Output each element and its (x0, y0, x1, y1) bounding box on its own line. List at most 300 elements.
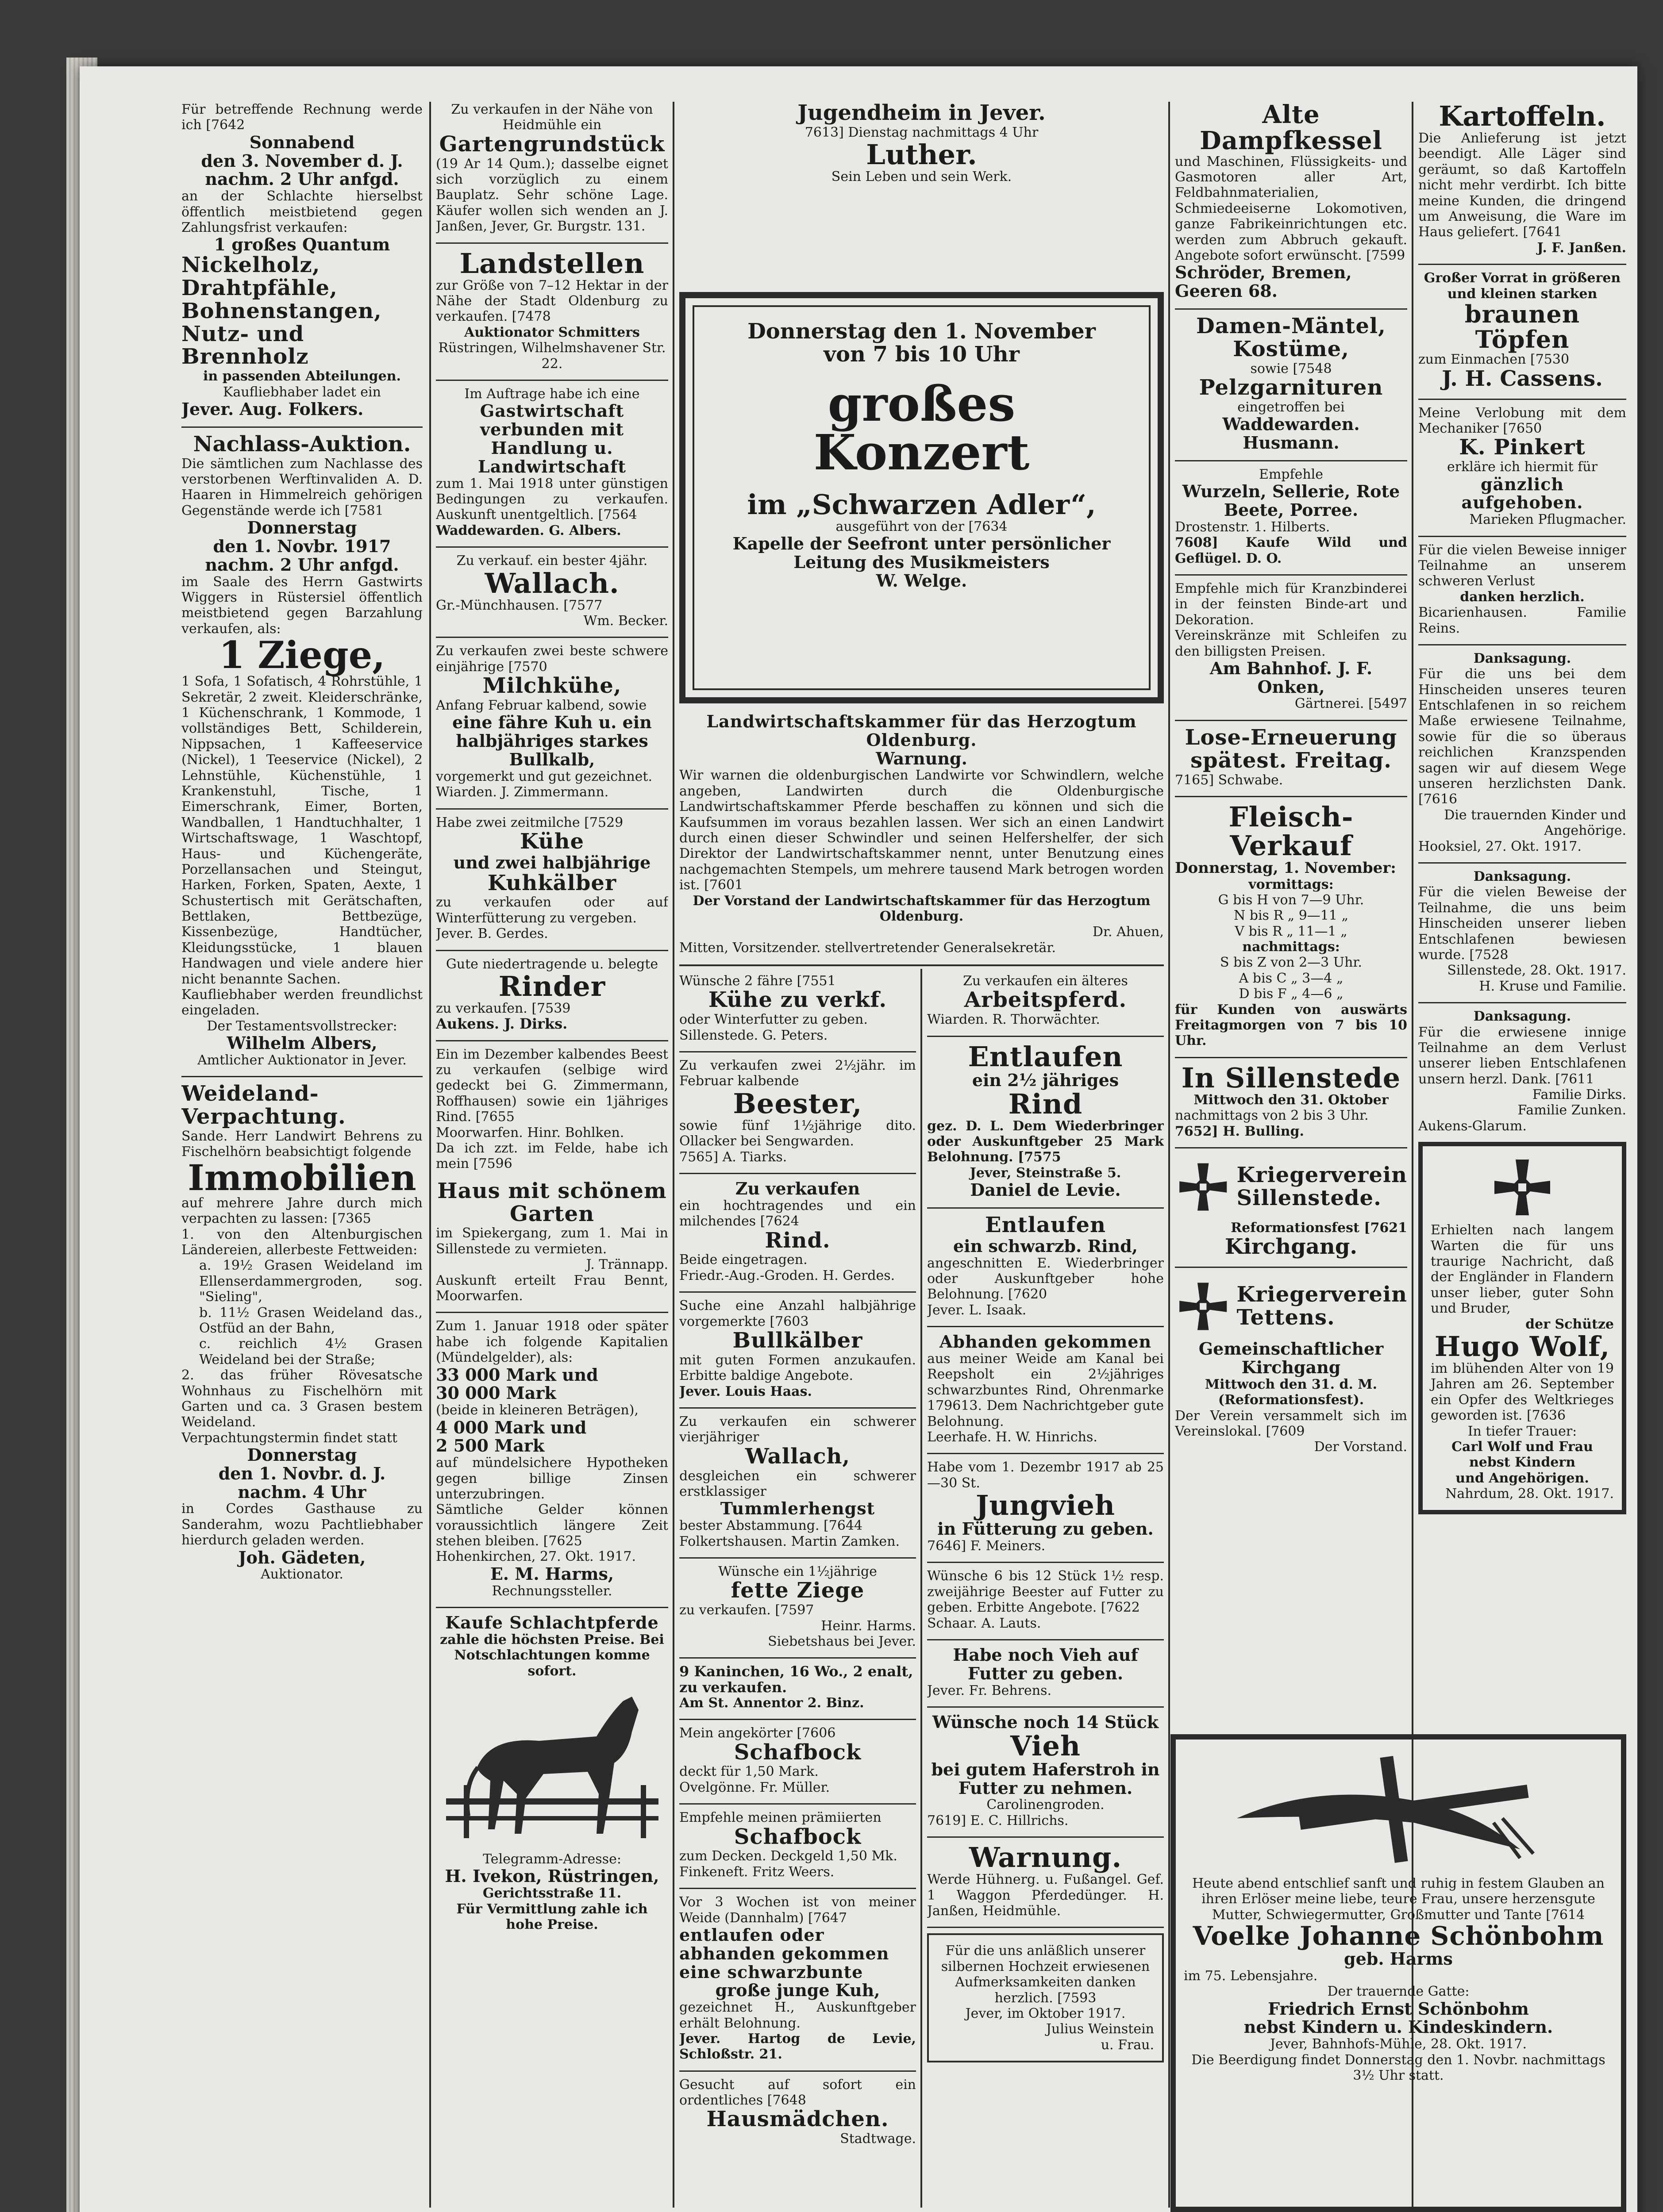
ad-signature: 7565] A. Tiarks. (679, 1149, 787, 1165)
ad-heading: den 3. November d. J. (201, 150, 403, 171)
ad-vieh-futter (927, 1646, 1164, 1698)
ad-heading: 30 000 Mark (436, 1383, 556, 1403)
ad-rind (679, 1179, 916, 1283)
ad-title: Haus mit schönem Garten (437, 1178, 667, 1226)
ad-text: Rechnungssteller. (492, 1583, 612, 1599)
obit-signature: Friedrich Ernst Schönbohm (1268, 1998, 1529, 2019)
ad-text: Da ich zzt. im Felde, habe ich mein [7596 (436, 1141, 668, 1172)
ad-title: Nachlass-Auktion. (193, 431, 411, 457)
column-rule (1168, 102, 1170, 2208)
ad-haus (436, 1180, 668, 1304)
ad-signature: Schröder, Bremen, Geeren 68. (1175, 262, 1352, 301)
ad-text: G bis H von 7—9 Uhr. (1218, 892, 1364, 908)
ad-title: Kühe zu verkf. (708, 987, 887, 1013)
ad-text: zum Decken. Deckgeld 1,50 Mk. (679, 1848, 897, 1864)
ad-gartengrundstueck (436, 102, 668, 234)
ad-beester (679, 1058, 916, 1165)
ad-title: K. Pinkert (1459, 435, 1586, 460)
ad-hausmaedchen (679, 2077, 916, 2147)
obit-text: Jever, Bahnhofs-Mühle, 28. Okt. 1917. (1270, 2036, 1527, 2052)
ad-signature: H. Kruse und Familie. (1479, 978, 1626, 994)
separator (679, 1407, 916, 1409)
ad-signature: J. Trännapp. (586, 1257, 668, 1273)
ad-heading: gänzlich aufgehoben. (1461, 474, 1583, 513)
ad-title: Gartengrundstück (439, 131, 665, 157)
ad-text: Kaufliebhaber werden freundlichst eingeladen. (181, 987, 423, 1018)
ad-text: gezeichnet H., Auskunftgeber erhält Belohnung. (679, 2000, 916, 2031)
ad-signature: J. H. Cassens. (1442, 366, 1603, 391)
ad-text: Großer Vorrat in größeren und kleinen starken (1424, 270, 1621, 302)
ad-title: Kuhkälber (487, 870, 617, 895)
ad-text: 7613] Dienstag nachmittags 4 Uhr (805, 124, 1039, 140)
ad-text: Wünsche 2 fähre [7551 (679, 973, 836, 989)
ad-text: Für betreffende Rechnung werde ich [7642 (181, 102, 423, 133)
ad-text: Zu verkaufen zwei 2½jähr. im Februar kalbende (679, 1058, 916, 1089)
ad-title: Abhanden gekommen (939, 1332, 1152, 1352)
obit-maiden-name: geb. Harms (1344, 1949, 1453, 1969)
ad-text: S bis Z von 2—3 Uhr. (1220, 955, 1362, 971)
ad-signature: J. F. Janßen. (1537, 240, 1626, 256)
ad-title: Pelzgarnituren (1199, 375, 1383, 400)
ad-vieh-haferstroh (927, 1713, 1164, 1828)
ad-kriegerverein-tettens (1175, 1273, 1407, 1455)
ad-text: angeschnitten E. Wiederbringer oder Auskunftgeber hohe Belohnung. [7620 (927, 1255, 1164, 1302)
ad-text: Für die erwiesene innige Teilnahme an dem Verlust unserer lieben Entschlafenen unsern herzl. Dank. [7611 (1418, 1024, 1626, 1087)
ad-signature: Bicarienhausen. Familie Reins. (1418, 605, 1626, 636)
ad-text: Mein angekörter [7606 (679, 1725, 836, 1741)
column-2 (436, 102, 668, 2208)
ad-signature: Jever. L. Isaak. (927, 1302, 1027, 1318)
ad-title: Wallach, (745, 1444, 851, 1469)
ad-title: Entlaufen (985, 1212, 1106, 1237)
separator (436, 546, 668, 548)
column-rule (673, 102, 674, 2208)
ad-signature: Familie Dirks. (1532, 1087, 1626, 1103)
ad-danksagung-3 (1418, 1009, 1626, 1134)
ad-beester-futter (927, 1568, 1164, 1631)
ad-signature: Waddewarden. G. Albers. (436, 522, 621, 538)
ad-text: Telegramm-Adresse: (483, 1851, 621, 1867)
ad-kapitalien (436, 1318, 668, 1599)
obit-signature: nebst Kindern u. Kindeskindern. (1243, 2017, 1553, 2037)
separator (927, 1639, 1164, 1640)
ad-text: Mittwoch den 31. Oktober (1193, 1092, 1389, 1108)
ad-title: Beester, (733, 1087, 862, 1120)
ad-text: zum Einmachen [7530 (1418, 352, 1570, 368)
ad-text: der Schütze (1525, 1316, 1614, 1332)
ad-text: zu verkaufen. [7539 (436, 1001, 571, 1017)
ad-signature: 7646] F. Meiners. (927, 1538, 1046, 1554)
ad-text: zu verkaufen. [7597 (679, 1602, 814, 1618)
separator (679, 1657, 916, 1659)
column-3a (679, 973, 916, 2208)
ad-title: Damen-Mäntel, (1196, 313, 1386, 338)
ad-ziege (679, 1564, 916, 1649)
ad-signature: Finkeneft. Fritz Weers. (679, 1864, 835, 1880)
separator (1175, 1057, 1407, 1058)
separator (436, 1040, 668, 1041)
ad-title: Kaufe Schlachtpferde (445, 1613, 659, 1633)
ad-signature: Auktionator Schmitters (464, 324, 640, 340)
ad-text: Gr.-Münchhausen. [7577 (436, 597, 603, 613)
separator (1418, 644, 1626, 645)
ad-text: auf mündelsichere Hypotheken gegen billige Zinsen unterzubringen. (436, 1455, 668, 1502)
ad-title: Habe noch Vieh auf Futter zu geben. (953, 1644, 1138, 1683)
ad-schafbock-2 (679, 1810, 916, 1880)
ad-text: oder Winterfutter zu geben. (679, 1012, 868, 1028)
separator (436, 637, 668, 638)
ad-danksagung-1 (1418, 651, 1626, 854)
ad-text: Im Auftrage habe ich eine (464, 386, 640, 402)
ad-signature: E. M. Harms, (490, 1563, 614, 1584)
ad-title: Jugendheim in Jever. (797, 102, 1046, 125)
separator (1418, 399, 1626, 400)
ad-heading: 4 000 Mark und (436, 1417, 587, 1437)
ad-heading: den 1. Novbr. d. J. (218, 1463, 386, 1483)
ad-text: Hooksiel, 27. Okt. 1917. (1418, 838, 1582, 854)
ad-signature: Jever. Aug. Folkers. (181, 399, 364, 419)
ad-fleisch-verkauf (1175, 800, 1407, 1049)
separator (679, 1051, 916, 1052)
ad-gemuese (1175, 467, 1407, 566)
ad-title: Kühe (520, 829, 584, 854)
ad-heading: bei gutem Haferstroh in Futter zu nehmen. (931, 1759, 1160, 1798)
ad-text: Der Testamentsvollstrecker: (207, 1018, 397, 1034)
column-rule (429, 102, 431, 2208)
ad-text: Sein Leben und sein Werk. (831, 169, 1012, 185)
separator (181, 426, 423, 428)
ad-text: Der Vorstand der Landwirtschaftskammer für das Herzogtum Oldenburg. (693, 893, 1151, 924)
obit-text: Heute abend entschlief sanft und ruhig in festem Glauben an ihren Erlöser meine liebe, teure Frau, unsere herzensgute Mutter, Schwiegermutter, Großmutter und Tante [7614 (1192, 1876, 1605, 1923)
ad-signature: Jever. Hartog de Levie, Schloßstr. 21. (679, 2031, 916, 2062)
ad-kranzbinderei (1175, 581, 1407, 712)
ad-text: sowie [7548 (1250, 361, 1332, 376)
ad-silberhochzeit (927, 1933, 1164, 2062)
ad-text: aus meiner Weide am Kanal bei Reepsholt ein 2½jähriges schwarzbuntes Rind, Ohrenmarke 179613. Dem Nachrichtgeber gute Belohnung. (927, 1351, 1164, 1429)
ad-text: zur Größe von 7–12 Hektar in der Nähe der Stadt Oldenburg zu verkaufen. [7478 (436, 277, 668, 325)
ad-text: Die Anlieferung ist jetzt beendigt. Alle Läger sind geräumt, so daß Kartoffeln nicht mehr verdirbt. Ich bitte meine Kunden, die dringend um Anweisung, die Ware im Haus geliefert. [7641 (1418, 131, 1626, 240)
ad-arbeitspferd (927, 973, 1164, 1028)
ad-beest (436, 1047, 668, 1172)
ad-text: Zu verkaufen in der Nähe von Heidmühle ein (451, 102, 653, 133)
ad-text: 2. das früher Rövesatsche Wohnhaus zu Fischelhörn mit Garten und ca. 3 Grasen bestem Weideland. (181, 1367, 423, 1430)
ad-signature: Joh. Gädeten, (238, 1547, 366, 1567)
ad-signature: Folkertshausen. Martin Zamken. (679, 1533, 900, 1549)
ad-text: vormittags: (1248, 876, 1334, 892)
ad-text: erkläre ich hiermit für (1447, 459, 1598, 475)
ad-text: 1. von den Altenburgischen Ländereien, allerbeste Fettweiden: (181, 1226, 423, 1258)
column-6 (1418, 102, 1626, 1721)
ad-title: Landstellen (459, 247, 645, 280)
ad-heading: in Fütterung zu geben. (937, 1519, 1154, 1539)
separator (927, 1927, 1164, 1928)
ad-nickelholz (181, 102, 423, 419)
ad-title: Bohnenstangen, (181, 298, 382, 323)
ad-signature: Moorwarfen. Hinr. Bohlken. (436, 1125, 624, 1141)
ad-text: eingetroffen bei (1237, 399, 1345, 415)
ad-text: Jever, im Oktober 1917. (965, 2005, 1126, 2021)
iron-cross-icon (1175, 1154, 1231, 1220)
ad-title: Jungvieh (976, 1489, 1115, 1522)
ad-title: Brennholz (181, 344, 309, 369)
ad-text: Zu verkaufen ein schwerer vierjähriger (679, 1414, 916, 1445)
separator (679, 964, 1164, 966)
ad-text: Sämtliche Gelder können voraussichtlich längere Zeit stehen bleiben. [7625 (436, 1502, 668, 1549)
ad-signature: Ovelgönne. Fr. Müller. (679, 1779, 830, 1795)
ad-title: In Sillenstede (1181, 1061, 1401, 1094)
ad-text: sowie fünf 1½jährige dito. Ollacker bei Sengwarden. (679, 1118, 916, 1149)
ad-title: entlaufen oder abhanden gekommen eine schwarzbunte (679, 1924, 889, 1982)
ad-text: bester Abstammung. [7644 (679, 1518, 863, 1534)
ad-title: Alte Dampfkessel (1200, 102, 1382, 155)
ad-jungvieh (927, 1459, 1164, 1554)
column-5 (1175, 102, 1407, 1721)
ad-signature: Wilhelm Albers, (227, 1033, 377, 1053)
ad-text: Wünsche 6 bis 12 Stück 1½ resp. zweijährige Beester auf Futter zu geben. Erbitte Angebote. [7622 (927, 1568, 1164, 1616)
ad-title: fette Ziege (731, 1578, 865, 1603)
ad-text: Gerichtsstraße 11. (482, 1886, 622, 1901)
separator (1418, 1002, 1626, 1003)
ad-text: Rüstringen, Wilhelmshavener Str. 22. (438, 340, 666, 372)
ad-title: Schafbock (734, 1740, 862, 1765)
ad-heading: Kapelle der Seefront unter persönlicher Leitung des Musikmeisters (732, 534, 1111, 572)
ad-title: Fleisch-Verkauf (1228, 800, 1354, 862)
ad-heading: Donnerstag (247, 1445, 357, 1465)
ad-text: Empfehle mich für Kranzbinderei in der feinsten Binde-art und Dekoration. (1175, 580, 1407, 628)
separator (181, 1076, 423, 1077)
ad-signature: Wiarden. J. Zimmermann. (436, 784, 609, 800)
separator (927, 1836, 1164, 1838)
ad-text: Auskunft erteilt Frau Bennt, Moorwarfen. (436, 1272, 668, 1304)
ad-milchkuehe (436, 643, 668, 800)
ad-text: Der Verein versammelt sich im Vereinslokal. [7609 (1175, 1408, 1407, 1440)
ad-text: c. reichlich 4½ Grasen Weideland bei der Straße; (199, 1336, 423, 1367)
ad-title: Nutz- und (181, 321, 304, 346)
ad-signature: Drostenstr. 1. Hilberts. (1175, 519, 1330, 535)
ad-signature: 7619] E. C. Hillrichs. (927, 1813, 1069, 1828)
ad-schafbock-1 (679, 1725, 916, 1795)
ad-danksagung-2 (1418, 869, 1626, 994)
ad-text: im blühenden Alter von 19 Jahren am 26. September ein Opfer des Weltkrieges geworden ist. [7636 (1431, 1361, 1614, 1424)
separator (1175, 796, 1407, 797)
ad-bullkaelber (679, 1298, 916, 1399)
separator (1175, 574, 1407, 576)
ad-text: Reformationsfest [7621 (1231, 1220, 1407, 1236)
ad-wallach-hengst (679, 1414, 916, 1549)
ad-text: nachmittags von 2 bis 3 Uhr. (1175, 1108, 1369, 1124)
ad-text: in Cordes Gasthause zu Sanderahm, wozu Pachtliebhaber hierdurch geladen werden. (181, 1501, 423, 1548)
ad-signature: Carl Wolf und Frau (1451, 1439, 1593, 1455)
ad-text: Wir warnen die oldenburgischen Landwirte vor Schwindlern, welche angeben, Landwirten durch die Oldenburgische Landwirtschaftskammer Pferde beschaffen zu können und sich die Kaufsummen im voraus bezahlen lassen. Wer sich an einen Landwirt durch einen dieser Schwindler und seinen Helfershelfer, der sich Direktor der Landwirtschaftskammer nennt, unter Benutzung eines nachgemachten Stempels, um mehrere tausend Mark betrogen worden ist. [7601 (679, 768, 1164, 893)
ad-title: Kriegerverein Tettens. (1236, 1282, 1407, 1330)
ad-title: Kartoffeln. (1439, 102, 1606, 132)
ad-text: im Spiekergang, zum 1. Mai in Sillenstede zu vermieten. (436, 1225, 668, 1257)
ad-signature: Leerhafe. H. W. Hinrichs. (927, 1429, 1097, 1445)
ad-text: Werde Hühnerg. u. Fußangel. Gef. 1 Waggon Pferdedünger. H. Janßen, Heidmühle. (927, 1872, 1164, 1919)
concert-inner-border (693, 305, 1151, 690)
separator (1175, 460, 1407, 461)
concert-date: Donnerstag den 1. November (747, 319, 1096, 344)
ad-text: Zu verkauf. ein bester 4jähr. (456, 553, 648, 569)
ad-text: vorgemerkt und gut gezeichnet. (436, 768, 653, 784)
ad-title: braunen Töpfen (1464, 300, 1580, 353)
separator (927, 1036, 1164, 1037)
ad-text: Meine Verlobung mit dem Mechaniker [7650 (1418, 405, 1626, 436)
ad-signature: Heinr. Harms. (821, 1618, 916, 1634)
ad-signature: Sillenstede. G. Peters. (679, 1027, 828, 1043)
ad-text: Aukens-Glarum. (1418, 1118, 1527, 1134)
ad-signature: Julius Weinstein (1046, 2021, 1154, 2037)
ad-heading: Bullkalb, (509, 749, 595, 769)
ad-heading: Danksagung. (1473, 869, 1571, 884)
ad-heading: 33 000 Mark und (436, 1364, 598, 1385)
iron-cross-icon (1489, 1154, 1555, 1221)
ad-heading: den 1. Novbr. 1917 (213, 536, 391, 557)
ad-text: Empfehle (1259, 466, 1324, 482)
ad-signature: Stadtwage. (840, 2131, 916, 2147)
ad-text: Zum 1. Januar 1918 oder später habe ich folgende Kapitalien (Mündelgelder), als: (436, 1318, 668, 1366)
ad-text: 1 Sofa, 1 Sofatisch, 4 Rohrstühle, 1 Sekretär, 2 zweit. Kleiderschränke, 1 Küchenschrank, 1 Kommode, 1 vollständiges Bett, Schilderein, Nippsachen, 1 Kaffeeservice (Nickel), 1 Teeservice (Nickel), 2 Lehnstühle, Küchenstühle, 1 Krankenstuhl, Tische, 1 Eimerschrank, Eimer, Borten, Wandballen, 1 Handtuchhalter, 1 Wirtschaftswage, 1 Waschtopf, Haus- und Küchengeräte, Porzellansachen und Steingut, Harken, Forken, Spaten, Aexte, 1 Schustertisch mit Gerätschaften, Bettlaken, Bettbezüge, Kissenbezüge, Handtücher, Kleidungsstücke, 1 blauen Handwagen und viele andere hier nicht benannte Sachen. (181, 674, 423, 987)
ad-text: Carolinengroden. (986, 1797, 1105, 1813)
separator (927, 1453, 1164, 1454)
ad-title: Schafbock (734, 1824, 862, 1849)
ad-text: Amtlicher Auktionator in Jever. (197, 1052, 407, 1068)
ad-text: Zu verkaufen ein älteres (963, 973, 1128, 989)
ad-entlaufen-2 (927, 1214, 1164, 1318)
cross-wrapper (1431, 1154, 1614, 1222)
separator (436, 1607, 668, 1608)
ad-title: Bullkälber (732, 1328, 863, 1353)
ad-signature: Der Vorstand. (1314, 1439, 1407, 1455)
ad-text: Erhielten nach langem Warten die für uns traurige Nachricht, daß der Engländer in Flandern unser lieber, guter Sohn und Bruder, (1431, 1222, 1614, 1317)
ad-text: (19 Ar 14 Qum.); dasselbe eignet sich vorzüglich zu einem Bauplatz. Sehr schöne Lage. Käufer wollen sich wenden an J. Janßen, Jever, Gr. Burgstr. 131. (436, 156, 668, 234)
ad-warnung (927, 1843, 1164, 1919)
ad-signature: Die trauernden Kinder und Angehörige. (1444, 807, 1626, 839)
separator (679, 2070, 916, 2072)
ad-title: Immobilien (188, 1156, 416, 1198)
horse-illustration (437, 1683, 667, 1847)
ad-heading: Zu verkaufen (735, 1179, 860, 1199)
column-4 (927, 973, 1164, 2208)
palm-cross-illustration (1184, 1747, 1617, 1876)
ad-signature: Familie Zunken. (1517, 1102, 1626, 1118)
ad-title: Kostüme, (1233, 336, 1349, 361)
separator (927, 1207, 1164, 1209)
ad-kaninchen (679, 1664, 916, 1711)
separator (679, 1557, 916, 1559)
ad-text: u. Frau. (1101, 2037, 1154, 2053)
ad-text: Für die uns bei dem Hinscheiden unseres teuren Entschlafenen in so reichem Maße erwiesene Teilnahme, sowie für die so überaus reichlichen Kranzspenden sagen wir auf diesem Wege unseren herzlichsten Dank. [7616 (1418, 666, 1626, 807)
ad-text: Verpachtungstermin findet statt (181, 1430, 397, 1446)
ad-text: Auktionator. (261, 1567, 343, 1582)
ad-title: Arbeitspferd. (964, 987, 1127, 1013)
ad-hugo-wolf (1418, 1142, 1626, 1514)
ad-title: Nickelholz, (181, 253, 320, 278)
ad-title: Hugo Wolf, (1434, 1330, 1610, 1363)
ad-heading: Gemeinschaftlicher Kirchgang (1198, 1339, 1384, 1378)
ad-heading: nachm. 4 Uhr (238, 1482, 366, 1502)
separator (1418, 264, 1626, 265)
obit-text: im 75. Lebensjahre. (1184, 1968, 1318, 1984)
separator (436, 950, 668, 951)
ad-text: Siebetshaus bei Jever. (768, 1633, 916, 1649)
ad-text: Anfang Februar kalbend, sowie (436, 698, 647, 714)
separator (679, 1291, 916, 1293)
ad-text: Sande. Herr Landwirt Behrens zu Fischelhörn beabsichtigt folgende (181, 1129, 423, 1160)
ad-text: Mitten, Vorsitzender. stellvertretender Generalsekretär. (679, 940, 1056, 956)
separator (1175, 1267, 1407, 1268)
ad-text: Habe vom 1. Dezembr 1917 ab 25—30 St. (927, 1459, 1164, 1491)
ad-text: N bis R „ 9—11 „ (1233, 908, 1349, 924)
kv-header (1175, 1273, 1407, 1340)
ad-signature: 7165] Schwabe. (1175, 772, 1283, 788)
ad-text: Kaufliebhaber ladet ein (223, 384, 381, 400)
ad-sillenstede (1175, 1061, 1407, 1139)
obit-name: Voelke Johanne Schönbohm (1193, 1921, 1604, 1951)
ad-text: deckt für 1,50 Mark. (679, 1764, 819, 1780)
ad-text: Jever, Steinstraße 5. (970, 1165, 1121, 1181)
ad-kartoffeln (1418, 102, 1626, 256)
ad-text: auf mehrere Jahre durch mich verpachten zu lassen: [7365 (181, 1195, 423, 1227)
ad-title: Hausmädchen. (706, 2107, 889, 2132)
ad-title: Entlaufen (968, 1040, 1123, 1073)
ad-text: und Maschinen, Flüssigkeits- und Gasmotoren aller Art, Feldbahnmaterialien, Schmiedeeiserne Lokomotiven, ganze Fabrikeinrichtungen etc. werden zum Abbruch gekauft. Angebote sofort erwünscht. [7599 (1175, 154, 1407, 263)
ad-signature: Jever. Fr. Behrens. (927, 1682, 1052, 1698)
concert-venue: im „Schwarzen Adler“, (747, 488, 1096, 521)
separator (679, 1803, 916, 1805)
ad-entlaufen-1 (927, 1042, 1164, 1199)
separator (679, 1888, 916, 1889)
ad-signature: Wiarden. R. Thorwächter. (927, 1012, 1100, 1028)
ad-heading: nachm. 2 Uhr anfgd. (205, 554, 399, 575)
separator (927, 1562, 1164, 1563)
ad-signature: 7652] H. Bulling. (1175, 1123, 1304, 1139)
ad-title: Wallach. (485, 567, 620, 599)
ad-rinder (436, 956, 668, 1032)
ad-signature: Jever. Louis Haas. (679, 1383, 812, 1399)
ad-text: Vereinskränze mit Schleifen zu den billigsten Preisen. (1175, 628, 1407, 659)
ad-heading: Danksagung. (1473, 650, 1571, 666)
ad-signature: Waddewarden. Husmann. (1222, 414, 1360, 453)
ad-text: in passenden Abteilungen. (203, 369, 401, 384)
ad-wallach (436, 553, 668, 629)
ad-kuehe (436, 815, 668, 942)
ad-text: Wünsche ein 1½jährige (718, 1563, 877, 1579)
ad-dampfkessel (1175, 102, 1407, 300)
ad-signature: Am Bahnhof. J. F. Onken, (1209, 658, 1373, 697)
ad-text: Für Vermittlung zahle ich hohe Preise. (456, 1901, 648, 1932)
ad-title: Warnung. (969, 1841, 1122, 1874)
ad-title: Gastwirtschaft verbunden mit Handlung u. Landwirtschaft (478, 401, 626, 476)
ad-title: Verpachtung. (181, 1104, 346, 1129)
separator (1418, 862, 1626, 864)
ad-title: Rinder (498, 970, 606, 1002)
ad-text: D bis F „ 4—6 „ (1239, 986, 1343, 1002)
ad-title: 9 Kaninchen, 16 Wo., 2 enalt, zu verkaufen. (679, 1663, 913, 1696)
ad-kuehe-verkf (679, 973, 916, 1043)
ad-text: an der Schlachte hierselbst öffentlich meistbietend gegen Zahlungsfrist verkaufen: (181, 188, 423, 235)
ad-text: a. 19½ Grasen Weideland im Ellenserdammergroden, sog. "Sieling", (199, 1258, 423, 1305)
ad-text: Die sämtlichen zum Nachlasse des verstorbenen Werftinvaliden A. D. Haaren in Himmelreich gehörigen Gegenstände werde ich [7581 (181, 456, 423, 518)
separator (1175, 720, 1407, 721)
ad-title: Drahtpfähle, (181, 275, 338, 300)
ad-heading: und zwei halbjährige (453, 852, 651, 872)
separator (1175, 308, 1407, 310)
iron-cross-icon (1175, 1273, 1231, 1340)
ad-text: Für die vielen Beweise inniger Teilnahme an unserem schweren Verlust (1418, 542, 1626, 589)
column-rule (920, 969, 922, 2208)
ad-heading: ein schwarzb. Rind, (953, 1236, 1138, 1256)
